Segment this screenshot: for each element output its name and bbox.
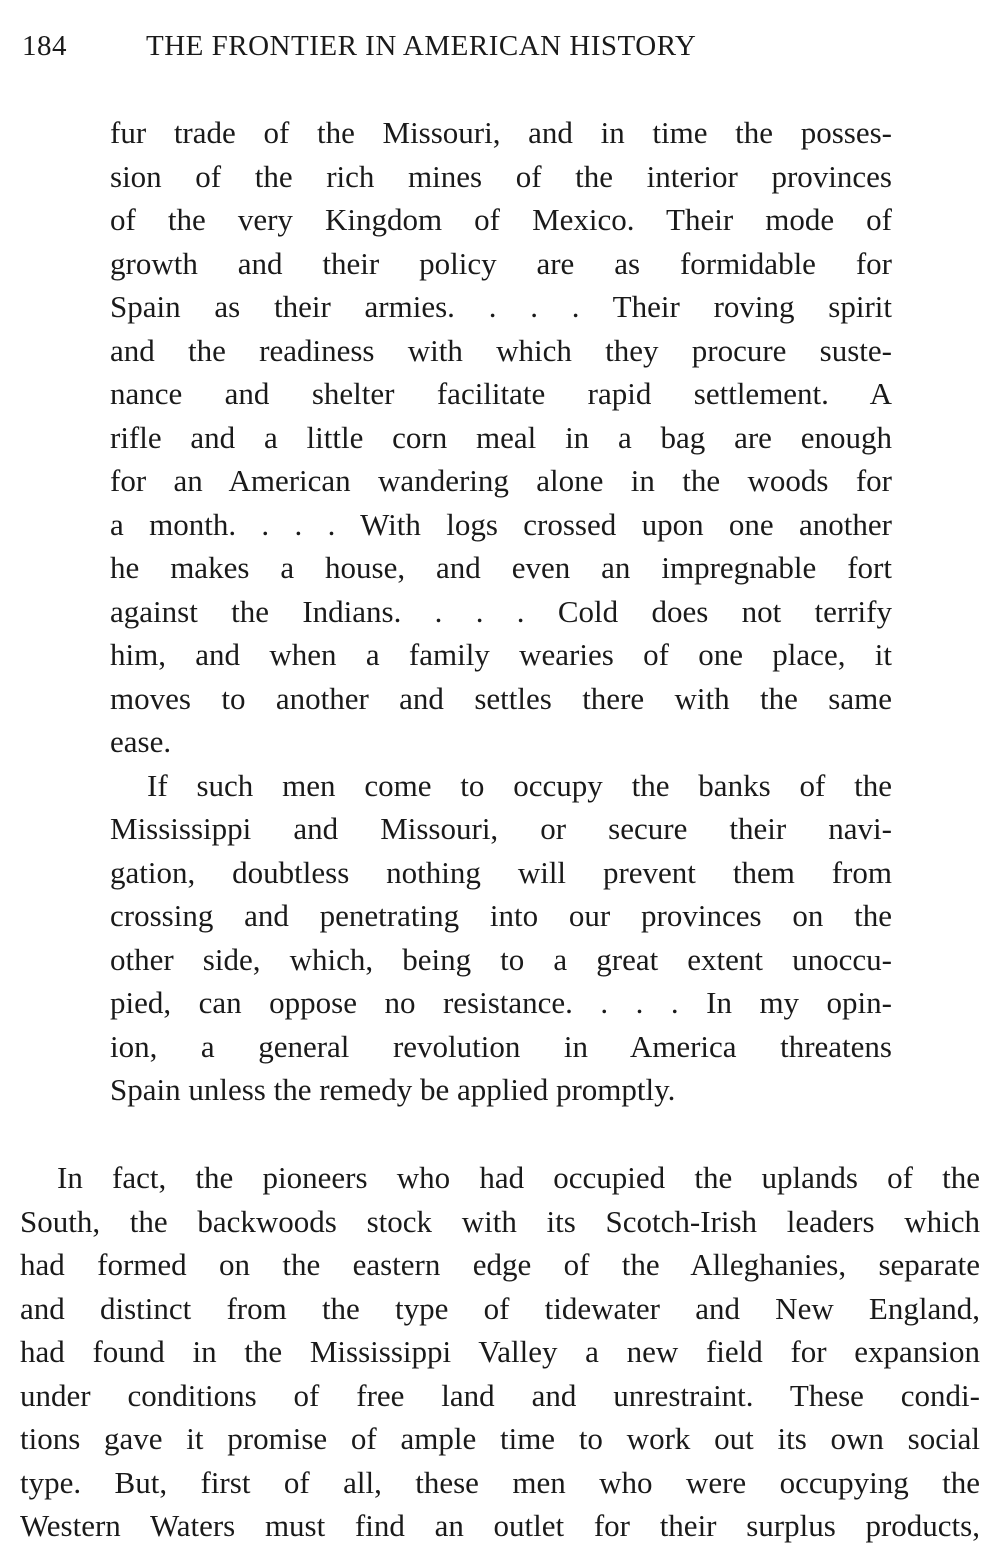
body-line: and distinct from the type of tidewater and New England, [20,1290,980,1326]
quote-line: for an American wandering alone in the woods for [110,463,892,498]
page-number: 184 [22,30,67,62]
quote-line: If such men come to occupy the banks of the [147,767,892,803]
quote-line: gation, doubtless nothing will prevent them from [110,854,892,890]
quote-line: nance and shelter facilitate rapid settlement. A [110,376,892,411]
running-title: THE FRONTIER IN AMERICAN HISTORY [146,30,697,62]
body-line: tions gave it promise of ample time to work out its own social [20,1421,980,1456]
body-line: under conditions of free land and unrestraint. These condi- [20,1377,980,1413]
quote-line: he makes a house, and even an impregnable fort [110,550,892,585]
body-line: Western Waters must find an outlet for their surplus products, [20,1508,980,1543]
body-line: type. But, first of all, these men who were occupying the [20,1464,980,1500]
block-quote [110,111,892,1112]
body-paragraph [20,1156,980,1548]
quote-line: a month. . . . With logs crossed upon one another [110,506,892,542]
quote-line: growth and their policy are as formidable for [110,245,892,281]
body-line: had found in the Mississippi Valley a new field for expansion [20,1334,980,1369]
quote-line: moves to another and settles there with the same [110,680,892,716]
quote-line: fur trade of the Missouri, and in time the posses- [110,115,892,150]
quote-line: Mississippi and Missouri, or secure their navi- [110,811,892,846]
body-line: In fact, the pioneers who had occupied the uplands of the [57,1160,980,1195]
quote-line: pied, can oppose no resistance. . . . In my opin- [110,985,892,1020]
quote-line: Spain unless the remedy be applied promptly. [110,1072,676,1107]
quote-line: other side, which, being to a great extent unoccu- [110,941,892,977]
quote-line: sion of the rich mines of the interior provinces [110,158,892,194]
quote-line: ion, a general revolution in America threatens [110,1028,892,1064]
quote-line: him, and when a family wearies of one place, it [110,637,892,672]
body-line: South, the backwoods stock with its Scotch-Irish leaders which [20,1203,980,1239]
quote-line: and the readiness with which they procure suste- [110,332,892,368]
quote-line: of the very Kingdom of Mexico. Their mode of [110,202,892,237]
running-header [22,30,882,70]
quote-line: ease. [110,724,172,759]
quote-line: rifle and a little corn meal in a bag are enough [110,419,892,455]
quote-line: crossing and penetrating into our provinces on the [110,898,892,933]
quote-line: against the Indians. . . . Cold does not terrify [110,593,892,629]
quote-line: Spain as their armies. . . . Their roving spirit [110,289,892,324]
body-line: had formed on the eastern edge of the Alleghanies, separate [20,1247,980,1282]
